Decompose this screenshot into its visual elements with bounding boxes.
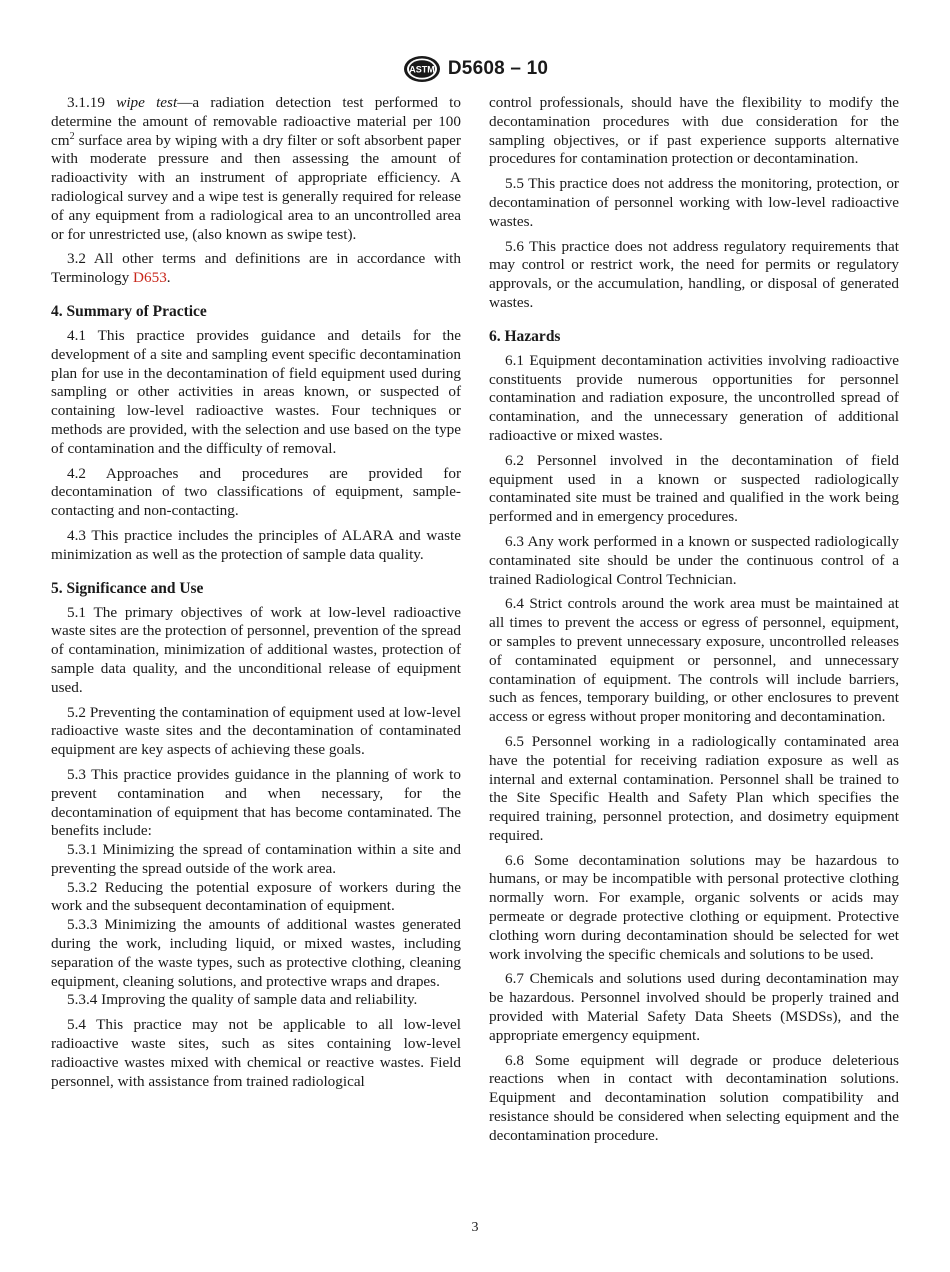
left-column <box>51 94 461 1097</box>
paragraph-5-6: 5.6 This practice does not address regulatory requirements that may control or restrict work, the need for permits or regulatory approvals, or the accumulation, handling, or disposal of generated wastes. <box>489 237 899 311</box>
paragraph-6-5: 6.5 Personnel working in a radiologically contaminated area have the potential for receiving radiation exposure as well as internal and external contamination. Personnel shall be trained to the Site Specific Health and Safety Plan which specifies the required training, personnel protection, and dosimetry equipment required. <box>489 732 899 844</box>
paragraph-5-4-continued: control professionals, should have the flexibility to modify the decontamination procedures with due consideration for the sampling objectives, or if past experience supports alternative procedures for contamination protection or decontamination. <box>489 94 899 168</box>
paragraph-3-2: 3.2 All other terms and definitions are in accordance with Terminology D653. <box>51 250 461 287</box>
paragraph-5-3-2: 5.3.2 Reducing the potential exposure of workers during the work and the subsequent decontamination of equipment. <box>51 878 461 915</box>
reference-link-d653[interactable]: D653 <box>133 269 167 287</box>
page-number: 3 <box>471 1220 479 1235</box>
paragraph-5-3-1: 5.3.1 Minimizing the spread of contamination within a site and preventing the spread outside of the work area. <box>51 841 461 877</box>
paragraph-6-1: 6.1 Equipment decontamination activities involving radioactive constituents provide numerous opportunities for personnel contamination and radiation exposure, the uncontrolled spread of contamination, and the unnecessary generation of additional radioactive or mixed wastes. <box>489 351 899 444</box>
standard-designation: D5608 – 10 <box>447 58 549 79</box>
paragraph-4-3: 4.3 This practice includes the principles of ALARA and waste minimization as well as the protection of sample data quality. <box>51 526 461 563</box>
paragraph-5-4: 5.4 This practice may not be applicable to all low-level radioactive waste sites, such as sites containing low-level radioactive wastes mixed with chemical or reactive wastes. Field personnel, with assistance from trained radiological <box>51 1016 461 1090</box>
paragraph-6-7: 6.7 Chemicals and solutions used during decontamination may be hazardous. Personnel involved should be properly trained and provided with Material Safety Data Sheets (MSDSs), and the appropriate emergency equipment. <box>489 970 899 1044</box>
paragraph-6-6: 6.6 Some decontamination solutions may be hazardous to humans, or may be incompatible with personal protective clothing normally worn. For example, organic solvents or acids may permeate or degrade protective clothing or equipment. Protective clothing worn during decontamination should be selected for wet work involving the specific chemicals and solutions to be used. <box>489 851 899 963</box>
paragraph-5-1: 5.1 The primary objectives of work at low-level radioactive waste sites are the protection of personnel, prevention of the spread of contamination, minimization of additional wastes, protection of sample data quality, and the unconditional release of equipment used. <box>51 603 461 696</box>
paragraph-5-3-3: 5.3.3 Minimizing the amounts of additional wastes generated during the work, including liquid, or mixed wastes, including separation of the waste types, such as protective clothing, cleaning equipment, cleaning solutions, and protective wraps and drapes. <box>51 916 461 990</box>
paragraph-5-5: 5.5 This practice does not address the monitoring, protection, or decontamination of personnel working with low-level radioactive wastes. <box>489 175 899 230</box>
paragraph-4-1: 4.1 This practice provides guidance and details for the development of a site and sampling event specific decontamination plan for use in the decontamination of field equipment used during sampling or other activities in areas known, or suspected of containing low-level radioactive wastes. Four techniques or methods are provided, with the selection and use based on the type of contamination and the difficulty of removal. <box>51 326 461 457</box>
page-header <box>0 52 950 86</box>
logo-text: ASTM <box>409 64 435 75</box>
paragraph-5-2: 5.2 Preventing the contamination of equipment used at low-level radioactive waste sites and the decontamination of contaminated equipment are key aspects of achieving these goals. <box>51 703 461 759</box>
astm-logo-icon <box>402 54 442 84</box>
paragraph-5-3: 5.3 This practice provides guidance in the planning of work to prevent contamination and when necessary, for the decontamination of equipment that has become contaminated. The benefits include: <box>51 765 461 840</box>
paragraph-5-3-4: 5.3.4 Improving the quality of sample data and reliability. <box>67 991 418 1009</box>
paragraph-6-4: 6.4 Strict controls around the work area must be maintained at all times to prevent the access or egress of personnel, equipment, or samples to prevent unnecessary exposure, uncontrolled releases of contaminated equipment or personnel, and unnecessary contamination of equipment. The controls will include barriers, such as fences, temporary building, or other enclosures to prevent access or egress without proper monitoring and decontamination. <box>489 595 899 726</box>
paragraph-4-2: 4.2 Approaches and procedures are provided for decontamination of two classifications of equipment, sample-contacting and non-contacting. <box>51 464 461 520</box>
right-column <box>489 94 899 1152</box>
section-heading-5: 5. Significance and Use <box>51 579 204 597</box>
section-heading-4: 4. Summary of Practice <box>51 302 207 320</box>
paragraph-6-8: 6.8 Some equipment will degrade or produce deleterious reactions when in contact with decontamination solutions. Equipment and decontamination solution compatibility and resistance should be considered when selecting equipment and the decontamination procedure. <box>489 1051 899 1144</box>
paragraph-3-1-19: 3.1.19 wipe test—a radiation detection test performed to determine the amount of removable radioactive material per 100 $cm^2$ surface area by wiping with a dry filter or soft absorbent paper with moderate pressure and then assessing the amount of radioactivity with an instrument of appropriate efficiency. A radiological survey and a wipe test is generally required for release of any equipment from a radiological area to an uncontrolled area or for unrestricted use, (also known as swipe test). <box>51 94 461 243</box>
section-heading-6: 6. Hazards <box>489 327 561 345</box>
term-wipe-test: wipe test <box>116 94 178 111</box>
paragraph-6-2: 6.2 Personnel involved in the decontamination of field equipment used in a known or suspected radiologically contaminated site must be trained and qualified in the work being performed and in emergency procedures. <box>489 451 899 526</box>
paragraph-6-3: 6.3 Any work performed in a known or suspected radiologically contaminated site should be under the continuous control of a trained Radiological Control Technician. <box>489 532 899 588</box>
